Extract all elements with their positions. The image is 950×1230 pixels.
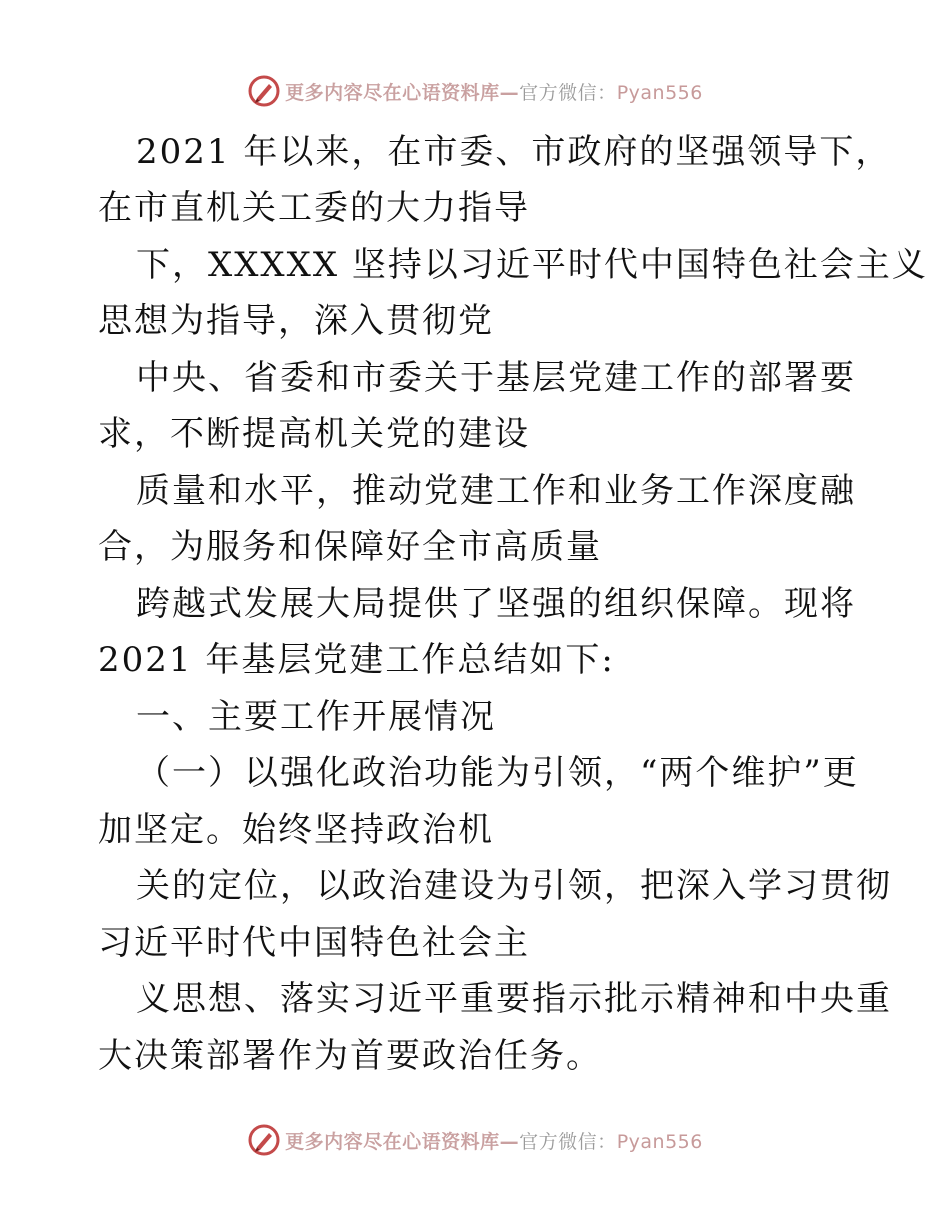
text-line: 2021 年基层党建工作总结如下: <box>98 640 615 680</box>
pen-logo-icon <box>247 1123 281 1157</box>
text-line: 大决策部署作为首要政治任务。 <box>98 1036 602 1076</box>
watermark-text <box>285 1127 703 1154</box>
text-line: 义思想、落实习近平重要指示批示精神和中央重 <box>136 979 892 1019</box>
text-line: 关的定位，以政治建设为引领，把深入学习贯彻 <box>136 866 892 906</box>
text-line: 下，XXXXX 坚持以习近平时代中国特色社会主义 <box>136 245 928 285</box>
watermark-footer <box>0 1120 950 1160</box>
watermark-text <box>285 78 703 105</box>
text-line: 思想为指导，深入贯彻党 <box>98 301 494 341</box>
watermark-official-label: 官方微信： <box>519 81 617 104</box>
text-line: 中央、省委和市委关于基层党建工作的部署要 <box>136 358 856 398</box>
text-line: 合，为服务和保障好全市高质量 <box>98 527 602 567</box>
section-heading: 一、主要工作开展情况 <box>136 697 496 737</box>
watermark-separator: — <box>499 1130 520 1153</box>
subsection-heading: （一）以强化政治功能为引领，“两个维护”更 <box>136 753 859 793</box>
text-line: 质量和水平，推动党建工作和业务工作深度融 <box>136 471 856 511</box>
watermark-wechat-id: Pyan556 <box>616 1130 703 1153</box>
text-line: 2021 年以来，在市委、市政府的坚强领导下， <box>136 132 892 172</box>
text-line: 习近平时代中国特色社会主 <box>98 923 530 963</box>
text-line: 在市直机关工委的大力指导 <box>98 188 530 228</box>
watermark-main-text: 更多内容尽在心语资料库 <box>285 1130 500 1153</box>
watermark-official-label: 官方微信： <box>519 1130 617 1153</box>
text-line: 加坚定。始终坚持政治机 <box>98 810 494 850</box>
watermark-separator: — <box>499 81 520 104</box>
pen-logo-icon <box>247 74 281 108</box>
text-line: 求，不断提高机关党的建设 <box>98 414 530 454</box>
watermark-main-text: 更多内容尽在心语资料库 <box>285 81 500 104</box>
text-line: 跨越式发展大局提供了坚强的组织保障。现将 <box>136 584 856 624</box>
watermark-header <box>0 71 950 111</box>
watermark-wechat-id: Pyan556 <box>616 81 703 104</box>
